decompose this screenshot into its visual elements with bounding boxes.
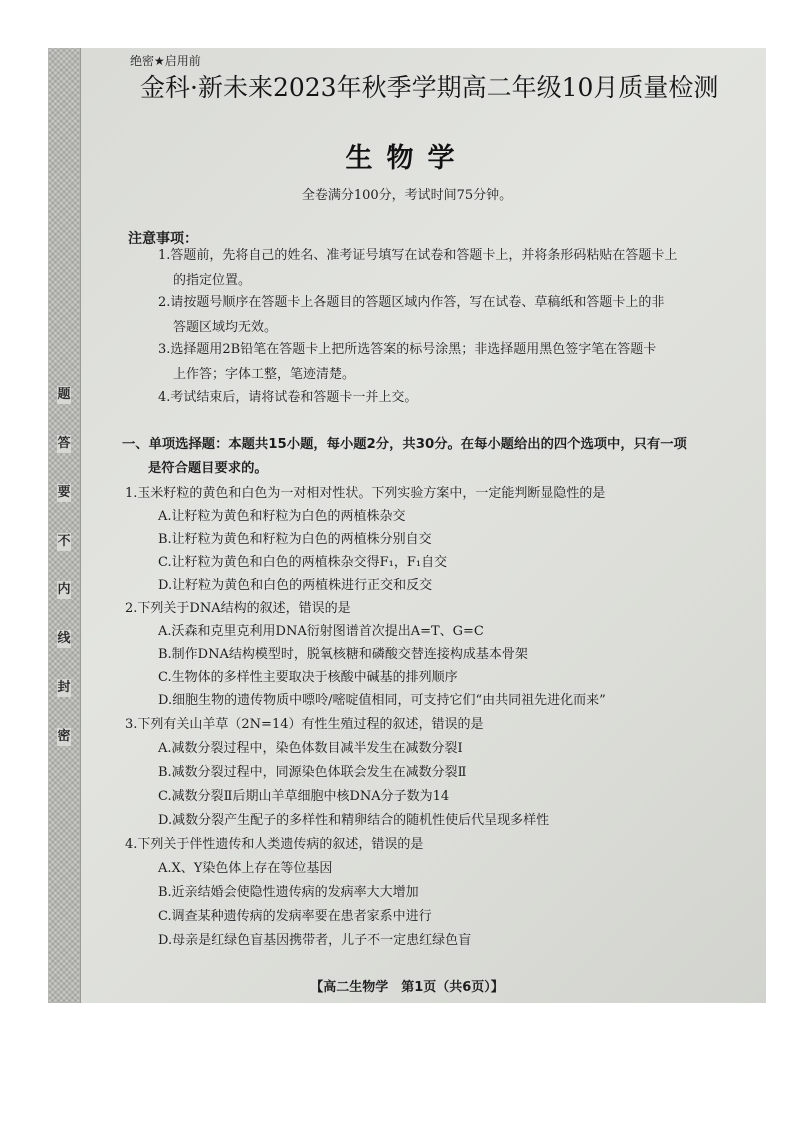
question-1-option-c: C.让籽粒为黄色和白色的两植株杂交得F₁，F₁自交 [158,555,448,570]
binding-margin-text [53,386,75,746]
question-4-option-a: A.X、Y染色体上存在等位基因 [158,861,333,876]
question-2-option-d: D.细胞生物的遗传物质中嘌呤/嘧啶值相同，可支持它们“由共同祖先进化而来” [158,693,606,708]
notice-item-3-cont: 上作答；字体工整，笔迹清楚。 [173,367,356,382]
margin-char: 密 [57,728,71,744]
margin-char: 封 [57,680,71,696]
question-4-option-d: D.母亲是红绿色盲基因携带者，儿子不一定患红绿色盲 [158,933,472,948]
question-1-option-b: B.让籽粒为黄色和籽粒为白色的两植株分别自交 [158,532,432,547]
margin-char: 题 [57,387,71,402]
margin-char: 答 [57,435,71,451]
question-2-option-c: C.生物体的多样性主要取决于核酸中碱基的排列顺序 [158,670,458,685]
question-3-option-d: D.减数分裂产生配子的多样性和精卵结合的随机性使后代呈现多样性 [158,813,550,828]
margin-char: 内 [57,582,71,598]
question-3-option-a: A.减数分裂过程中，染色体数目减半发生在减数分裂Ⅰ [158,741,463,756]
question-1-stem: 1.玉米籽粒的黄色和白色为一对相对性状。下列实验方案中，一定能判断显隐性的是 [125,486,606,501]
question-4-option-b: B.近亲结婚会使隐性遗传病的发病率大大增加 [158,885,419,900]
notice-item-1-cont: 的指定位置。 [173,273,252,288]
notice-heading: 注意事项： [128,231,198,247]
question-3-option-b: B.减数分裂过程中，同源染色体联会发生在减数分裂Ⅱ [158,765,467,780]
question-2-option-a: A.沃森和克里克利用DNA衍射图谱首次提出A=T、G=C [158,624,484,639]
notice-item-4: 4.考试结束后，请将试卷和答题卡一并上交。 [158,390,418,405]
notice-item-1: 1.答题前，先将自己的姓名、准考证号填写在试卷和答题卡上，并将条形码粘贴在答题卡上 [158,248,678,263]
margin-char: 不 [57,533,71,549]
exam-sheet [48,48,766,1003]
margin-char: 线 [57,631,71,647]
full-score-note: 全卷满分100分，考试时间75分钟。 [301,188,513,203]
question-1-option-a: A.让籽粒为黄色和籽粒为白色的两植株杂交 [158,509,406,524]
section-heading: 一、单项选择题：本题共15小题，每小题2分，共30分。在每小题给出的四个选项中，只有一项 [122,437,687,452]
question-3-option-c: C.减数分裂Ⅱ后期山羊草细胞中核DNA分子数为14 [158,789,450,804]
question-4-stem: 4.下列关于伴性遗传和人类遗传病的叙述，错误的是 [125,837,424,852]
secret-label: 绝密★启用前 [130,54,201,68]
exam-title: 金科·新未来2023年秋季学期高二年级10月质量检测 [140,73,719,102]
question-3-stem: 3.下列有关山羊草（2N=14）有性生殖过程的叙述，错误的是 [125,717,484,732]
margin-char: 要 [57,484,71,500]
subject-title: 生物学 [345,143,469,174]
question-2-option-b: B.制作DNA结构模型时，脱氧核糖和磷酸交替连接构成基本骨架 [158,647,528,662]
question-2-stem: 2.下列关于DNA结构的叙述，错误的是 [125,601,351,616]
notice-item-3: 3.选择题用2B铅笔在答题卡上把所选答案的标号涂黑；非选择题用黑色签字笔在答题卡 [158,342,657,357]
notice-item-2: 2.请按题号顺序在答题卡上各题目的答题区域内作答，写在试卷、草稿纸和答题卡上的非 [158,295,665,310]
question-1-option-d: D.让籽粒为黄色和白色的两植株进行正交和反交 [158,578,433,593]
notice-item-2-cont: 答题区域均无效。 [173,320,278,335]
page-footer: 【高二生物学 第1页（共6页）】 [310,980,504,995]
section-heading-cont: 是符合题目要求的。 [148,461,268,476]
question-4-option-c: C.调查某种遗传病的发病率要在患者家系中进行 [158,909,432,924]
